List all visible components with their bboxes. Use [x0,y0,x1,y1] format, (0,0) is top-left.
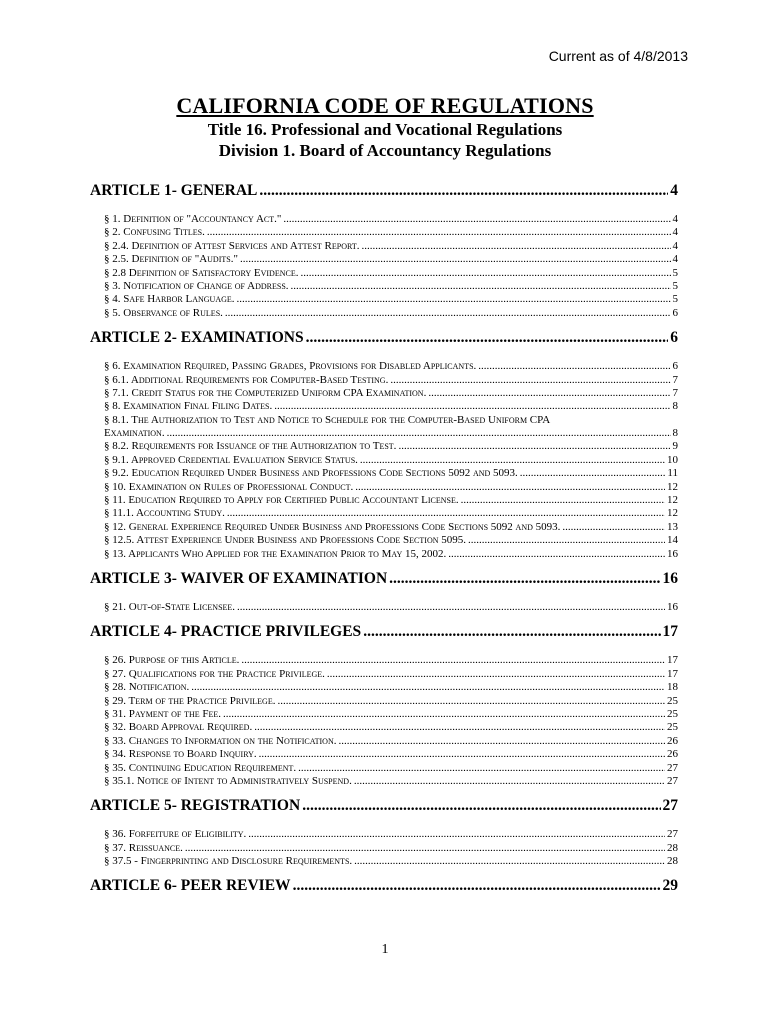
dot-leader [461,494,665,507]
dot-leader [254,721,665,734]
toc-entry[interactable] [104,387,678,400]
toc-entry-text: § 2.4. Definition of Attest Services and Attest Report. [104,239,360,252]
dot-leader [227,507,665,520]
toc-entry-page: 27 [667,761,678,774]
toc-entry-text: § 33. Changes to Information on the Notification. [104,734,337,747]
dot-leader [274,400,670,413]
toc-entry-page: 12 [667,480,678,493]
toc-entry-text: § 32. Board Approval Required. [104,721,253,734]
dot-leader [360,454,665,467]
toc-entry-page: 17 [667,667,678,680]
toc-entry-page: 13 [667,520,678,533]
toc-entry[interactable] [104,400,678,413]
dot-leader [237,601,665,614]
toc-entry-text: § 34. Response to Board Inquiry. [104,748,257,761]
dot-leader [248,828,665,841]
toc-entry-text: § 29. Term of the Practice Privilege. [104,694,276,707]
dot-leader [207,226,671,239]
dot-leader [478,360,670,373]
document-subtitle-title: Title 16. Professional and Vocational Regulations [207,120,563,139]
toc-entry[interactable] [104,280,678,293]
toc-entry-text: § 37.5 - Fingerprinting and Disclosure Requirements. [104,855,353,868]
toc-article-label: ARTICLE 5- REGISTRATION [90,797,301,815]
toc-entry-page: 10 [667,453,678,466]
toc-article-page: 16 [662,570,678,587]
dot-leader [361,240,670,253]
toc-entry-text: § 37. Reissuance. [104,841,183,854]
dot-leader [468,534,665,547]
toc-entry-page: 26 [667,734,678,747]
toc-entry-page: 7 [672,386,678,399]
toc-entry-text: § 6. Examination Required, Passing Grades, Provisions for Disabled Applicants. [104,360,477,373]
toc-entry-page: 25 [667,707,678,720]
toc-entry[interactable] [104,654,678,667]
toc-entry-text: § 35.1. Notice of Intent to Administratively Suspend. [104,774,352,787]
toc-article-label: ARTICLE 6- PEER REVIEW [90,877,291,895]
dot-leader [363,623,660,641]
toc-entry-text: § 3. Notification of Change of Address. [104,279,289,292]
toc-entry-page: 16 [667,601,678,613]
toc-entry[interactable] [104,374,678,387]
toc-entry-page: 27 [667,828,678,841]
dot-leader [259,748,665,761]
dot-leader [259,182,668,200]
toc-entry-page: 8 [672,427,678,440]
toc-entry-page: 11 [667,467,678,480]
toc-entry-text: § 8.2. Requirements for Issuance of the Authorization to Test. [104,440,397,453]
dot-leader [291,280,671,293]
dot-leader [240,253,671,266]
dot-leader [355,481,665,494]
dot-leader [298,762,665,775]
toc-entry-text-continued: Examination. [104,427,165,440]
toc-article-page: 4 [670,182,678,199]
toc-entry-text: § 31. Payment of the Fee. [104,707,222,720]
toc-entry-page: 12 [667,494,678,507]
toc-entry-text: § 5. Observance of Rules. [104,306,223,319]
toc-entry-text: § 9.2. Education Required Under Business and Professions Code Sections 5092 and 5093. [104,467,518,480]
toc-entry[interactable] [104,307,678,320]
toc-entry[interactable] [104,668,678,681]
toc-entry-page: 4 [672,226,678,239]
toc-entry[interactable] [104,507,678,520]
toc-article-label: ARTICLE 4- PRACTICE PRIVILEGES [90,623,362,641]
toc-entry[interactable] [104,735,678,748]
dot-leader [293,877,661,895]
toc-entry-text: § 27. Qualifications for the Practice Privilege. [104,667,325,680]
toc-entry-text: § 35. Continuing Education Requirement. [104,761,297,774]
toc-entry[interactable] [104,293,678,306]
toc-article-heading[interactable] [90,797,678,821]
toc-entry[interactable] [104,360,678,373]
toc-article-heading[interactable] [90,877,678,901]
dot-leader [389,570,660,588]
toc-entry[interactable] [104,521,678,534]
dot-leader [428,387,670,400]
toc-entry[interactable] [104,695,678,708]
toc-article-page: 17 [662,623,678,641]
toc-entry-page: 5 [672,293,678,306]
toc-entry-text: § 21. Out-of-State Licensee. [104,601,236,613]
toc-entry-text: § 8. Examination Final Filing Dates. [104,400,273,413]
toc-entry-page: 4 [672,253,678,266]
dot-leader [520,467,666,480]
toc-entry[interactable] [104,681,678,694]
toc-entry[interactable] [104,842,678,855]
toc-entry-text: § 8.1. The Authorization to Test and Notice to Schedule for the Computer-Based Uniform CPA [104,413,551,426]
toc-entry-text: § 7.1. Credit Status for the Computerized Uniform CPA Examination. [104,386,427,399]
dot-leader [448,548,665,561]
toc-entry-page: 5 [672,266,678,279]
toc-entry-page: 6 [672,306,678,319]
dot-leader [185,842,665,855]
dot-leader [225,307,671,320]
toc-entry[interactable] [104,440,678,453]
toc-entry-page: 9 [672,440,678,453]
toc-entry-text: § 1. Definition of "Accountancy Act." [104,213,282,225]
document-title: CALIFORNIA CODE OF REGULATIONS [176,93,594,118]
toc-entry-page: 14 [667,534,678,547]
toc-entry-page: 8 [672,400,678,413]
dot-leader [167,427,671,440]
toc-entry[interactable] [104,240,678,253]
toc-entry[interactable] [104,721,678,734]
dot-leader [390,374,670,387]
toc-entry[interactable] [104,748,678,761]
toc-article-label: ARTICLE 1- GENERAL [90,182,258,199]
dot-leader [306,329,669,347]
dot-leader [283,213,670,226]
toc-article-page: 6 [670,329,678,347]
toc-entry-text: § 6.1. Additional Requirements for Computer-Based Testing. [104,373,389,386]
dot-leader [237,293,671,306]
toc-article-heading[interactable] [90,329,678,353]
dot-leader [277,695,665,708]
toc-entry[interactable] [104,213,678,226]
dot-leader [302,797,660,815]
dot-leader [562,521,665,534]
dot-leader [339,735,666,748]
toc-entry-text: § 2.5. Definition of "Audits." [104,253,238,266]
toc-entry[interactable] [104,414,678,441]
toc-article-label: ARTICLE 2- EXAMINATIONS [90,329,304,347]
toc-entry-text: § 12.5. Attest Experience Under Business and Professions Code Section 5095. [104,534,467,547]
dot-leader [354,855,665,868]
toc-entry-text: § 9.1. Approved Credential Evaluation Service Status. [104,453,358,466]
toc-entry[interactable] [104,454,678,467]
dot-leader [398,440,670,453]
toc-entry-text: § 26. Purpose of this Article. [104,654,240,667]
toc-entry[interactable] [104,253,678,266]
toc-entry-text: § 11.1. Accounting Study. [104,507,225,520]
toc-entry[interactable] [104,775,678,788]
dot-leader [300,267,670,280]
toc-entry-text: § 2. Confusing Titles. [104,226,205,239]
toc-entry-text: § 10. Examination on Rules of Professional Conduct. [104,480,354,493]
page-number: 1 [381,942,389,957]
toc-entry[interactable] [104,601,678,614]
dot-leader [354,775,665,788]
toc-entry-text: § 4. Safe Harbor Language. [104,293,235,306]
dot-leader [223,708,665,721]
toc-entry-page: 5 [672,279,678,292]
toc-entry-text: § 13. Applicants Who Applied for the Examination Prior to May 15, 2002. [104,547,447,560]
toc-entry[interactable] [104,855,678,868]
toc-entry[interactable] [104,267,678,280]
toc-entry-page: 4 [672,213,678,225]
toc-entry-page: 16 [667,547,678,560]
toc-entry-page: 27 [667,774,678,787]
toc-article-page: 27 [662,797,678,815]
toc-entry-page: 4 [672,239,678,252]
toc-entry[interactable] [104,467,678,480]
toc-entry[interactable] [104,534,678,547]
toc-entry[interactable] [104,548,678,561]
toc-entry-page: 25 [667,694,678,707]
toc-entry[interactable] [104,494,678,507]
toc-entry[interactable] [104,481,678,494]
toc-article-heading[interactable] [90,182,678,206]
toc-entry-page: 28 [667,855,678,868]
toc-entry-page: 17 [667,654,678,667]
toc-entry-page: 12 [667,507,678,520]
toc-entry-page: 25 [667,721,678,734]
dot-leader [191,681,665,694]
toc-entry-page: 7 [672,373,678,386]
toc-entry-text: § 2.8 Definition of Satisfactory Evidence. [104,266,299,279]
dot-leader [241,654,665,667]
toc-entry[interactable] [104,762,678,775]
toc-entry-page: 6 [672,360,678,373]
toc-entry-page: 26 [667,748,678,761]
toc-article-page: 29 [662,877,678,895]
toc-article-label: ARTICLE 3- WAIVER OF EXAMINATION [90,570,388,587]
current-as-of: Current as of 4/8/2013 [548,48,688,64]
toc-entry-text: § 28. Notification. [104,681,190,694]
dot-leader [327,668,665,681]
document-subtitle-division: Division 1. Board of Accountancy Regulations [218,141,552,160]
toc-entry-text: § 12. General Experience Required Under Business and Professions Code Sections 5092 and 5093. [104,520,561,533]
toc-article-heading[interactable] [90,570,678,594]
toc-entry[interactable] [104,708,678,721]
toc-article-heading[interactable] [90,623,678,647]
table-of-contents [90,182,678,908]
toc-entry-page: 28 [667,841,678,854]
document-header [0,93,770,161]
toc-entry-text: § 11. Education Required to Apply for Certified Public Accountant License. [104,494,459,507]
toc-entry-text: § 36. Forfeiture of Eligibility. [104,828,247,841]
toc-entry[interactable] [104,226,678,239]
toc-entry-page: 18 [667,681,678,694]
toc-entry[interactable] [104,828,678,841]
